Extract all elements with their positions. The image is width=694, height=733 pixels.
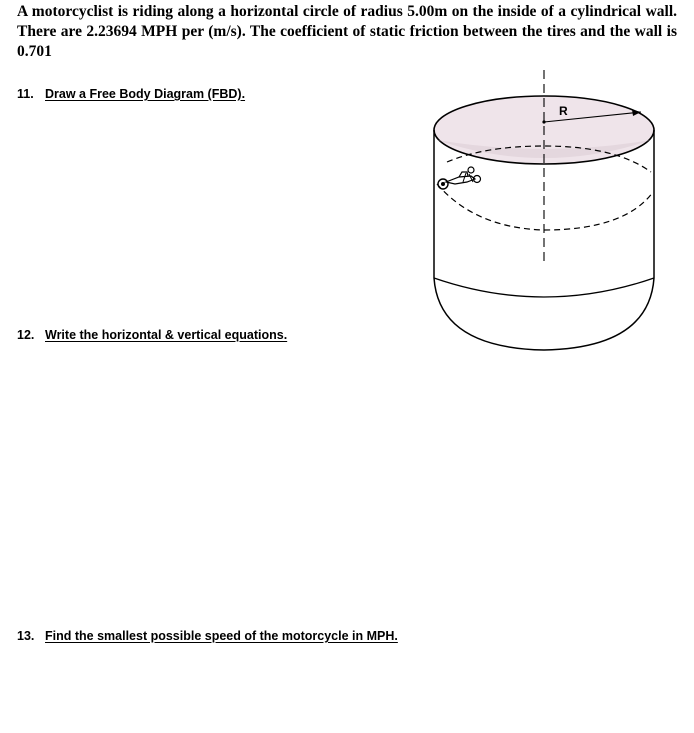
question-13-text: Find the smallest possible speed of the motorcycle in MPH. <box>45 629 398 643</box>
question-12 <box>17 327 287 343</box>
question-12-text: Write the horizontal & vertical equations. <box>45 328 288 342</box>
cylinder-bowl <box>434 278 654 350</box>
radius-label: R <box>559 104 568 118</box>
riding-circle-front <box>437 184 653 230</box>
cylinder-bottom-seam <box>434 278 654 297</box>
question-13 <box>17 628 398 644</box>
problem-statement: A motorcyclist is riding along a horizontal circle of radius 5.00m on the inside of a cylindrical wall. There are 2.23694 MPH per (m/s). The coefficient of static friction between the tires and the wall is 0.701 <box>17 3 677 60</box>
motorcycle-rider-icon <box>438 167 481 189</box>
cylinder-figure <box>425 66 665 360</box>
cylinder-wall-icon <box>425 66 665 360</box>
question-13-number: 13. <box>17 629 35 643</box>
question-12-number: 12. <box>17 328 35 342</box>
question-11-number: 11. <box>17 87 34 101</box>
question-11-text: Draw a Free Body Diagram (FBD). <box>45 87 246 101</box>
question-11 <box>17 86 245 102</box>
